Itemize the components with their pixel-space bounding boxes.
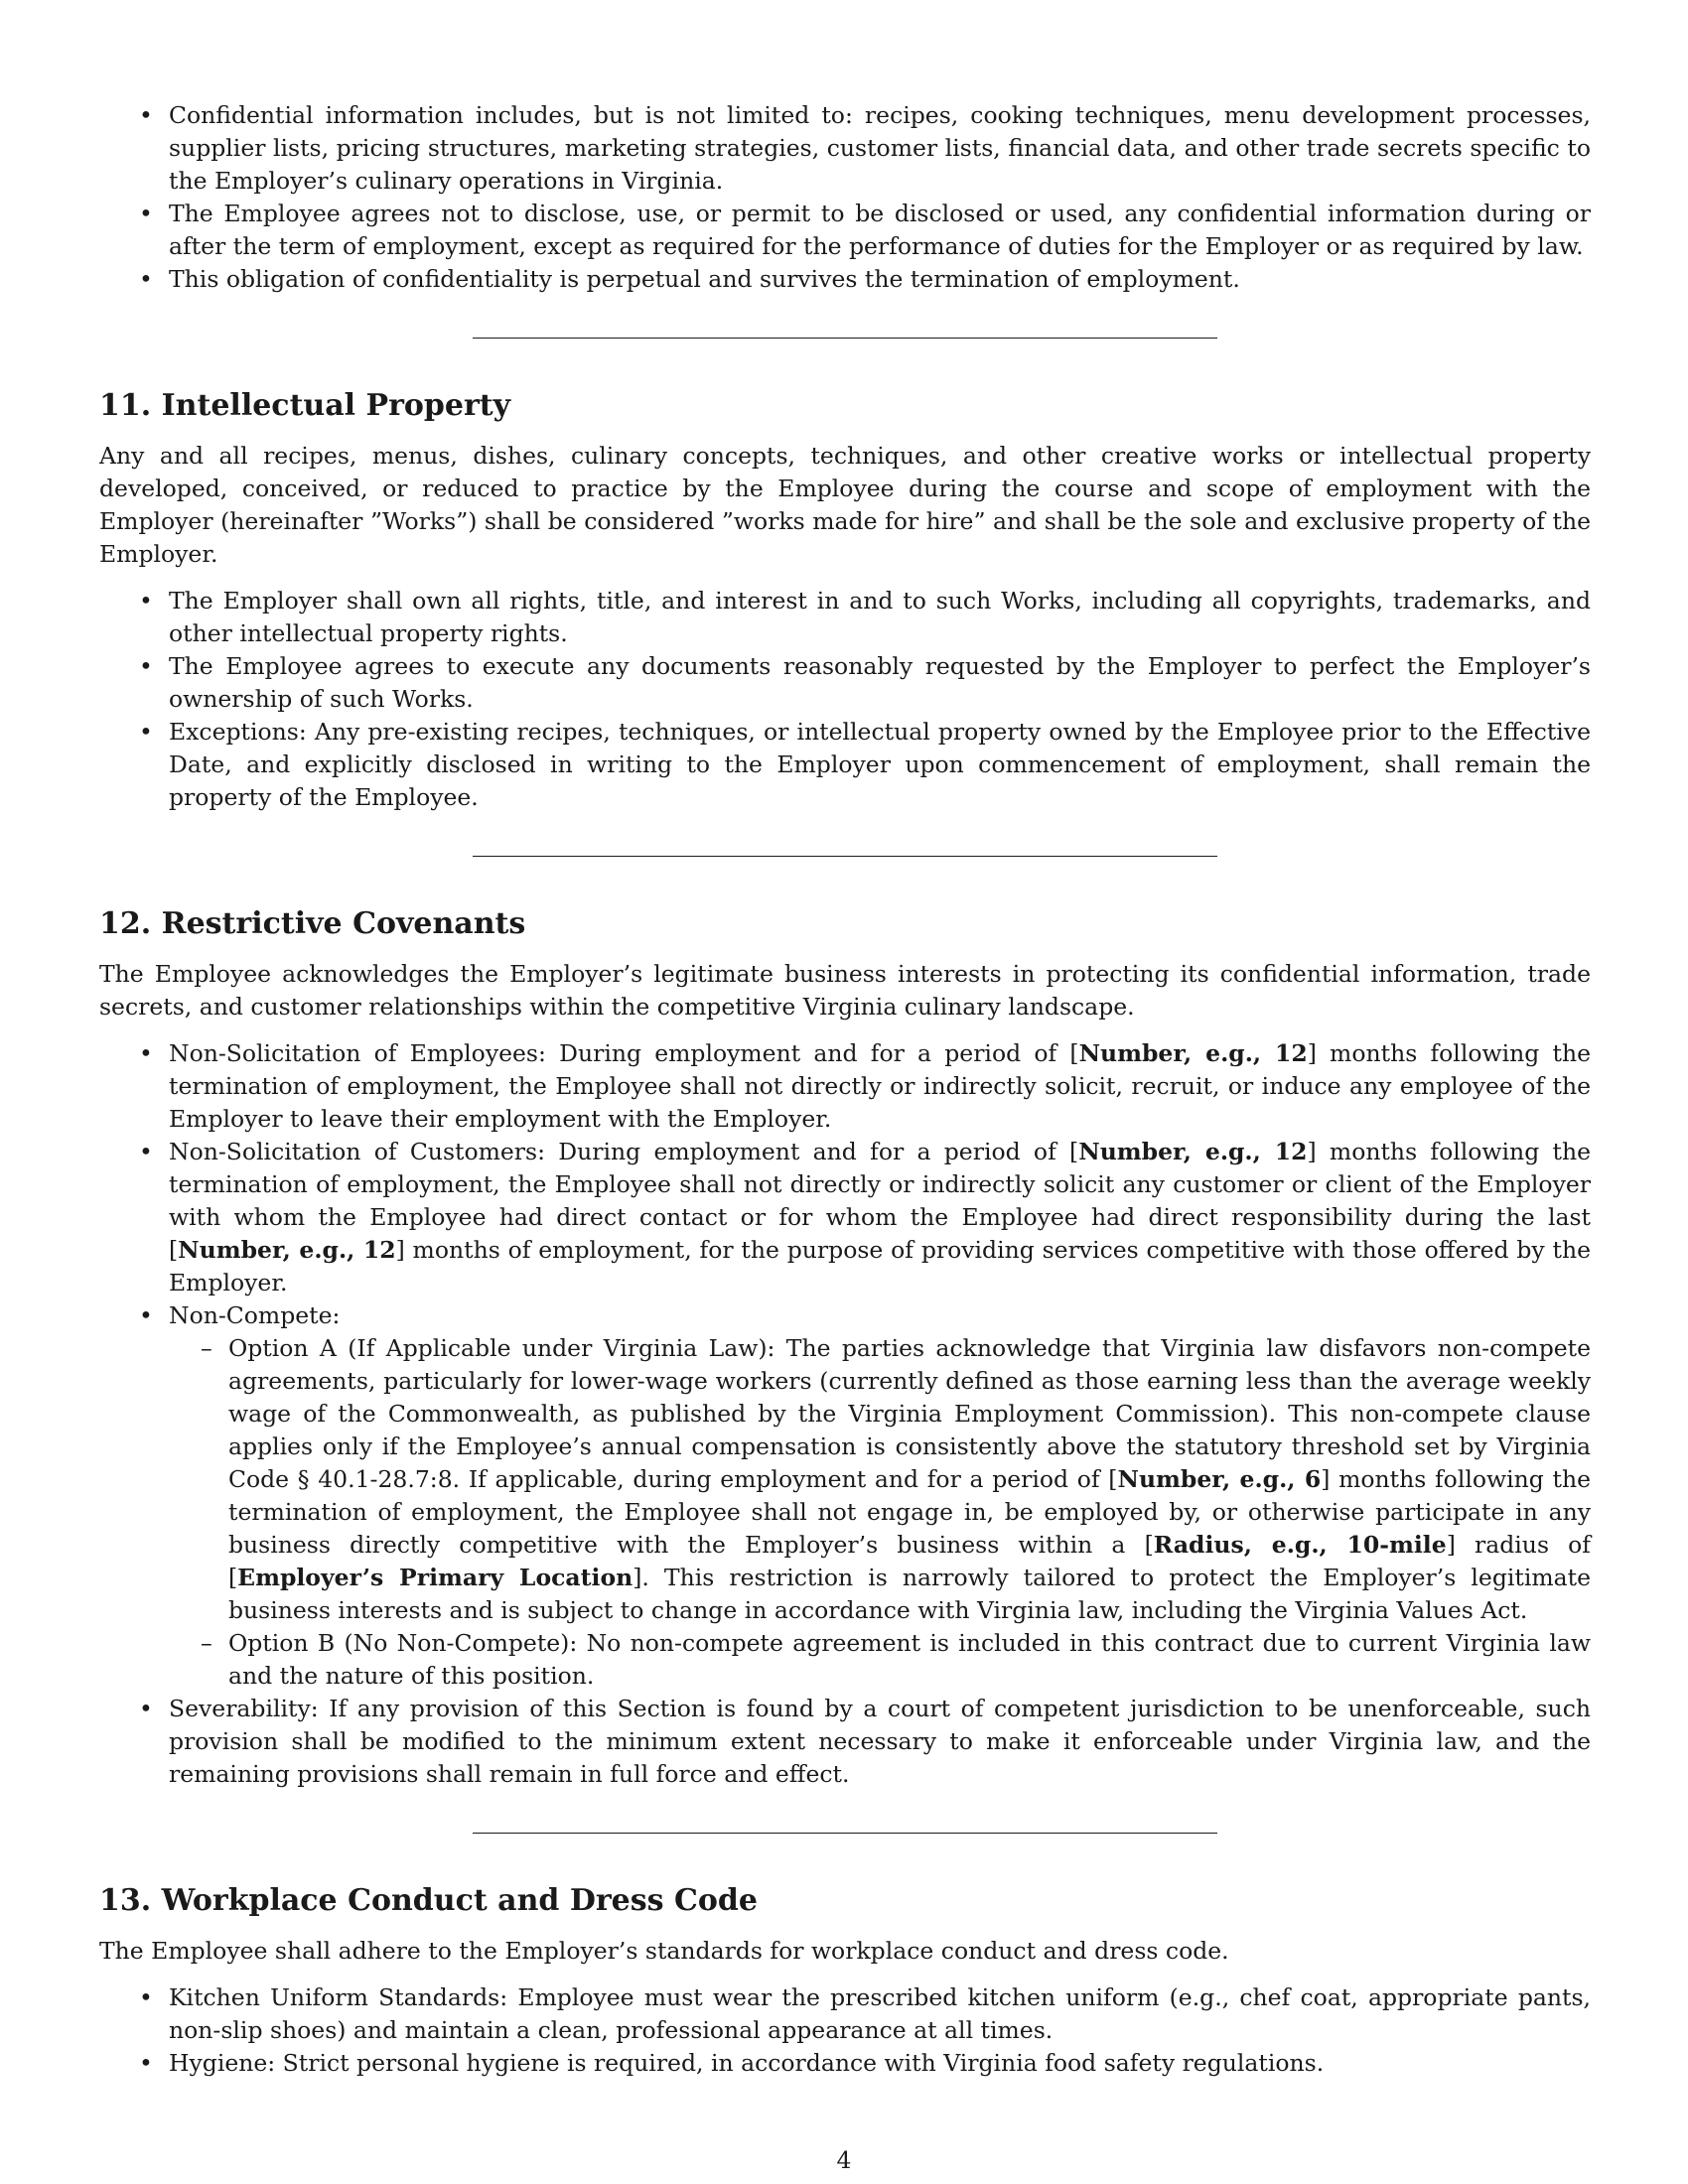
section-divider: [473, 1833, 1217, 1834]
section-intro: The Employee acknowledges the Employer’s legitimate business interests in protecting its confidential information, trade secrets, and customer relationships within the competitive Virginia culinary landscape.: [99, 960, 1591, 1021]
section-title: 11. Intellectual Property: [99, 388, 511, 423]
list-item: • Hygiene: Strict personal hygiene is required, in accordance with Virginia food safety regulations.: [99, 2047, 1591, 2080]
section-title: 13. Workplace Conduct and Dress Code: [99, 1883, 758, 1918]
section-intro: The Employee shall adhere to the Employer’s standards for workplace conduct and dress code.: [99, 1937, 1229, 1965]
placeholder-field: Employer’s Primary Location: [237, 1564, 633, 1591]
section-intro: Any and all recipes, menus, dishes, culinary concepts, techniques, and other creative works or intellectual property developed, conceived, or reduced to practice by the Employee during the course and scope of employment with the Employer (hereinafter ”Works”) shall be considered ”works made for hire” and shall be the sole and exclusive property of the Employer.: [99, 442, 1591, 568]
placeholder-field: Number, e.g., 12: [1078, 1138, 1308, 1165]
conduct-list: [99, 1981, 1591, 2080]
list-item-non-solicitation-customers: [99, 1136, 1591, 1299]
clause-text: ]. This restriction is narrowly tailored to protect the Employer’s legitimate business interests and is subject to change in accordance with Virginia law, including the Virginia Values Act.: [228, 1564, 1591, 1624]
option-a: [169, 1332, 1591, 1627]
section-divider: [473, 856, 1217, 857]
section-title: 12. Restrictive Covenants: [99, 906, 526, 941]
section-intellectual-property: [99, 388, 1591, 814]
option-b: – Option B (No Non-Compete): No non-compete agreement is included in this contract due to current Virginia law and the nature of this position.: [169, 1627, 1591, 1693]
placeholder-field: Number, e.g., 12: [178, 1236, 396, 1264]
list-item-non-compete: [99, 1299, 1591, 1693]
page-number: 4: [836, 2146, 852, 2174]
non-compete-options: [169, 1332, 1591, 1693]
section-workplace-conduct: [99, 1883, 1591, 2080]
clause-text: Non-Solicitation of Employees: During employment and for a period of [: [169, 1039, 1079, 1067]
list-item: • The Employer shall own all rights, title, and interest in and to such Works, including all copyrights, trademarks, and other intellectual property rights.: [99, 585, 1591, 650]
list-item-non-solicitation-employees: [99, 1037, 1591, 1136]
ip-list: [99, 585, 1591, 814]
clause-text: Non-Solicitation of Customers: During employment and for a period of [: [169, 1138, 1079, 1165]
clause-text: Option A (If Applicable under Virginia Law): The parties acknowledge that Virginia law disfavors non-compete agreements, particularly for lower-wage workers (currently defined as those earning less than the average weekly wage of the Commonwealth, as published by the Virginia Employment Commission). This non-compete clause applies only if the Employee’s annual compensation is consistently above the statutory threshold set by Virginia Code § 40.1-28.7:8. If applicable, during employment and for a period of [: [228, 1334, 1591, 1493]
clause-text: ] months of employment, for the purpose of providing services competitive with those offered by the Employer.: [169, 1236, 1591, 1297]
clause-label: Non-Compete:: [169, 1301, 341, 1329]
placeholder-field: Number, e.g., 12: [1078, 1039, 1308, 1067]
list-item: • Confidential information includes, but is not limited to: recipes, cooking techniques, menu development processes, supplier lists, pricing structures, marketing strategies, customer lists, financial data, and other trade secrets specific to the Employer’s culinary operations in Virginia.: [99, 99, 1591, 198]
placeholder-field: Radius, e.g., 10-mile: [1153, 1531, 1447, 1559]
list-item: • Kitchen Uniform Standards: Employee must wear the prescribed kitchen uniform (e.g., chef coat, appropriate pants, non-slip shoes) and maintain a clean, professional appearance at all times.: [99, 1981, 1591, 2047]
clause-text: ] months following the termination of employment, the Employee shall not directly or indirectly solicit any customer or client of the Employer with whom the Employee had direct contact or for whom the Employee had direct responsibility during the last [: [169, 1138, 1591, 1264]
list-item: • The Employee agrees not to disclose, use, or permit to be disclosed or used, any confidential information during or after the term of employment, except as required for the performance of duties for the Employer or as required by law.: [99, 198, 1591, 263]
list-item: • Exceptions: Any pre-existing recipes, techniques, or intellectual property owned by the Employee prior to the Effective Date, and explicitly disclosed in writing to the Employer upon commencement of employment, shall remain the property of the Employee.: [99, 716, 1591, 814]
clause-text: ] months following the termination of employment, the Employee shall not directly or indirectly solicit, recruit, or induce any employee of the Employer to leave their employment with the Employer.: [169, 1039, 1591, 1133]
section-restrictive-covenants: [99, 906, 1591, 1791]
document-page: [99, 99, 1591, 2094]
list-item-severability: • Severability: If any provision of this Section is found by a court of competent jurisdiction to be unenforceable, such provision shall be modified to the minimum extent necessary to make it enforceable under Virginia law, and the remaining provisions shall remain in full force and effect.: [99, 1693, 1591, 1791]
confidentiality-list: [99, 99, 1591, 296]
section-divider: [473, 338, 1217, 339]
clause-text: ] months following the termination of employment, the Employee shall not engage in, be employed by, or otherwise participate in any business directly competitive with the Employer’s business within a [: [228, 1465, 1591, 1559]
clause-text: ] radius of [: [228, 1531, 1591, 1591]
placeholder-field: Number, e.g., 6: [1117, 1465, 1322, 1493]
list-item: • This obligation of confidentiality is perpetual and survives the termination of employment.: [99, 263, 1591, 296]
list-item: • The Employee agrees to execute any documents reasonably requested by the Employer to perfect the Employer’s ownership of such Works.: [99, 650, 1591, 716]
covenants-list: [99, 1037, 1591, 1791]
